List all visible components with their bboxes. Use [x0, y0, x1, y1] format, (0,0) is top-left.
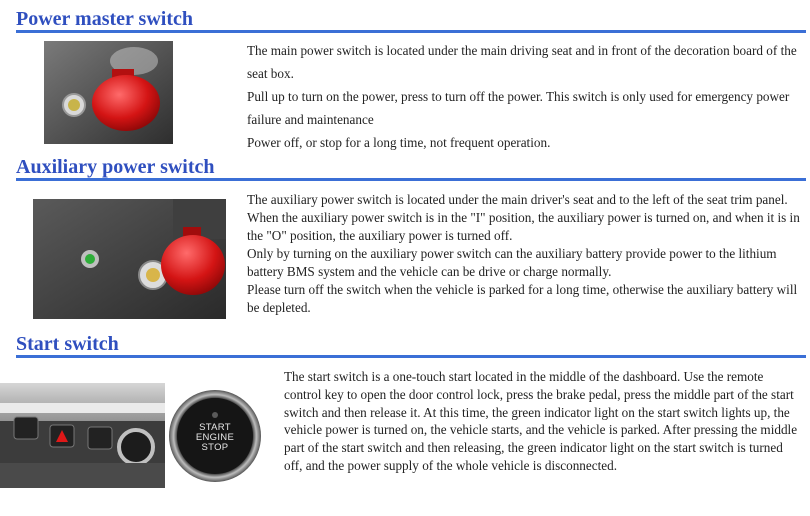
power-master-switch-photo [44, 41, 173, 144]
section-divider [16, 355, 806, 358]
paragraph: The start switch is a one-touch start located in the middle of the dashboard. Use the remote control key to open the door control lock, press the brake pedal, press the middle part of the start switch and then release it. At this time, the green indicator light on the start switch lights up, the vehicle power is turned on, the vehicle starts, and the vehicle is parked. After pressing the middle part of the start switch and then releasing, the green indicator light on the start switch is turned off, and the power supply of the whole vehicle is disconnected. [284, 369, 798, 473]
section-divider [16, 30, 806, 33]
start-switch-description [284, 368, 804, 475]
auxiliary-power-description [247, 191, 803, 317]
dashboard-switches-photo [0, 383, 165, 488]
paragraph: When the auxiliary power switch is in the "I" position, the auxiliary power is turned on, and when it is in the "O" position, the auxiliary power is turned off. [247, 210, 800, 243]
paragraph: The auxiliary power switch is located under the main driver's seat and to the left of the seat trim panel. [247, 192, 788, 207]
start-button-text-line: STOP [201, 442, 229, 453]
section-heading-start-switch: Start switch [16, 333, 119, 355]
paragraph: Only by turning on the auxiliary power switch can the auxiliary battery provide power to the lithium battery BMS system and the vehicle can be drive or charge normally. [247, 246, 777, 279]
start-button-text-line: ENGINE [195, 432, 235, 443]
start-button-text-line: START [199, 422, 231, 433]
section-heading-auxiliary-power: Auxiliary power switch [16, 156, 215, 178]
paragraph: Power off, or stop for a long time, not frequent operation. [247, 135, 551, 150]
paragraph: Please turn off the switch when the vehicle is parked for a long time, otherwise the auxiliary battery will be depleted. [247, 282, 798, 315]
paragraph: The main power switch is located under the main driving seat and in front of the decoration board of the seat box. [247, 43, 797, 81]
section-divider [16, 178, 806, 181]
power-master-description [247, 39, 797, 154]
start-button-label [165, 423, 265, 453]
section-heading-power-master: Power master switch [16, 8, 193, 30]
start-engine-stop-button-photo [165, 383, 268, 488]
auxiliary-power-switch-photo [33, 199, 226, 319]
paragraph: Pull up to turn on the power, press to turn off the power. This switch is only used for emergency power failure and maintenance [247, 89, 790, 127]
